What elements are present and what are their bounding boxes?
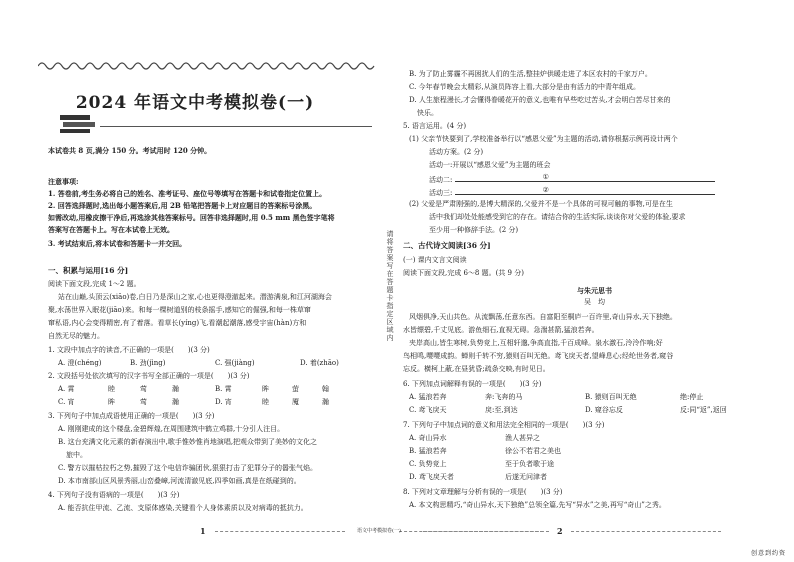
option-cell: D. 宵 [215, 398, 232, 406]
option-cell: 翰 [322, 385, 329, 393]
note-line: 1. 答卷前,考生务必将自己的姓名、准考证号、座位号等填写在答题卡和试卷指定位置上。 [48, 189, 327, 198]
section-heading: 二、古代诗文阅读[36 分] [403, 241, 491, 250]
question-2: 2. 文段括号处依次填写的汉字书写全部正确的一项是( )(3 分) [48, 372, 250, 380]
question-5: 5. 语言运用。(4 分) [403, 122, 467, 130]
question-3: 3. 下列句子中加点成语使用正确的一项是( )(3 分) [48, 412, 215, 420]
passage-line: 聚,水荡世界入眠花(jiāo)来。和每一棵树道别的枝条摇手,感知它的倔强,和每一株草窜 [48, 306, 311, 314]
passage-line: 站在山巅,头顶云(xiāo)卷,白日乃是深山之家,心也更得澄澈起来。潜游满泉,和江河湖海会 [58, 293, 332, 301]
option: D. 人生旅程漫长,才会懂得眷暖花开的意义,也唯有早些吃过苦头,才会明白苦尽甘来的 [409, 96, 671, 104]
corner-watermark: 创意到约资 [750, 550, 786, 557]
option-cell: D. 鸢飞戾天者 [409, 473, 454, 481]
option: B. 这台充满文化元素的新春演出中,歌手惟妙惟肖地演唱,把观众带到了美妙的文化之 [58, 438, 318, 446]
poem-author: 吴 均 [584, 298, 605, 306]
option: A. 本文构思精巧,“奇山异水,天下独绝”总领全篇,先写“异水”之美,再写“奇山”之秀。 [409, 501, 666, 509]
book-icon [58, 112, 98, 134]
option-cell: 莺 [140, 385, 147, 393]
option-cell: C. 鸢飞戾天 [409, 406, 447, 414]
answer-area-note: 请将答案写在答题卡指定区域内 [386, 230, 394, 342]
note-line: 2. 回答选择题时,选出每小题答案后,用 2B 铅笔把答题卡上对应题目的答案标号涂黑。 [48, 201, 317, 210]
page-number-left: 1 [200, 526, 206, 536]
footer-label: 语文中考模拟卷(一) [357, 528, 401, 534]
question-text: 活动方案。(2 分) [429, 148, 484, 156]
option-cell: A. 霄 [58, 385, 75, 393]
question-text: (2) 父爱是严肃刚强的,是博大精深的,父爱并不是一个具体的可视可触的事物,可是在生 [409, 200, 673, 208]
option: 快乐。 [417, 109, 438, 117]
option-cell: 瀚 [172, 385, 179, 393]
option-cell: 瀚 [172, 398, 179, 406]
option-cell: B. 猿则百叫无绝 [585, 393, 637, 401]
exam-title: 2024 年语文中考模拟卷(一) [75, 93, 315, 113]
footer-divider [215, 531, 345, 532]
mark: ② [542, 186, 549, 194]
question-text: 至少用一种修辞手法。(2 分) [429, 226, 519, 234]
option-cell: 绝:停止 [680, 393, 704, 401]
footer-divider [423, 531, 543, 532]
option-cell: A. 猛浪若奔 [409, 393, 447, 401]
instruction: 阅读下面文段,完成 6～8 题。(共 9 分) [403, 269, 524, 277]
option-cell: 后遂无问津者 [505, 473, 547, 481]
option-cell: 戾:至,到达 [485, 406, 518, 414]
question-text: 活中我们却处处能感受到它的存在。请结合你的生活实际,谈谈你对父爱的体验,要求 [429, 213, 686, 221]
notes-heading: 注意事项: [48, 177, 79, 186]
option: 旅中。 [66, 451, 87, 459]
mark: ① [542, 173, 549, 181]
question-text: (1) 父亲节快要到了,学校准备举行以“感恩父爱”为主题的活动,请你根据示例再设计两个 [409, 135, 678, 143]
option: C. 今年春节晚会太精彩,从演员阵容上看,大部分是由有活力的中青年组成。 [409, 83, 641, 91]
poem-line: 风烟俱净,天山共色。从流飘荡,任意东西。自富阳至桐庐一百许里,奇山异水,天下独绝。 [409, 313, 677, 321]
activity-label: 活动二: [429, 176, 453, 184]
question-6: 6. 下列加点词解释有误的一项是( )(3 分) [403, 380, 542, 388]
subsection-heading: (一) 课内文言文阅读 [403, 256, 467, 264]
activity-3[interactable] [429, 187, 715, 198]
option-cell: C. 负势竞上 [409, 460, 447, 468]
answer-blank[interactable] [455, 187, 715, 195]
passage-line: 窜私语,内心会变得精密,有了着落。看草长(yíng)飞,看潮起潮落,感受宇宙(hàn)方和 [48, 319, 307, 327]
question-7: 7. 下列句子中加点词的意义和用法完全相同的一项是( )(3 分) [403, 421, 605, 429]
option: C. 强(jiàng) [215, 359, 255, 367]
option-cell: 萤 [292, 385, 299, 393]
option-cell: 眸 [108, 398, 115, 406]
poem-line: 鸟相鸣,嘤嘤成韵。蝉则千转不穷,猿则百叫无绝。鸢飞戾天者,望峰息心;经纶世务者,窥谷 [403, 352, 674, 360]
question-8: 8. 下列对文章理解与分析有误的一项是( )(3 分) [403, 488, 563, 496]
poem-line: 忘反。横柯上蔽,在昼犹昏;疏条交映,有时见日。 [403, 365, 550, 373]
option-cell: 魇 [292, 398, 299, 406]
option: A. 能否抗住甲流、乙流、支原体感染,关键看个人身体素质以及对病毒的抵抗力。 [58, 504, 308, 512]
answer-blank[interactable] [455, 174, 715, 182]
option: D. 着(zhāo) [300, 359, 339, 367]
passage-line: 自然无尽的魅力。 [48, 332, 104, 340]
option: C. 警方以摧枯拉朽之势,摧毁了这个电信诈骗团伙,狠狠打击了犯罪分子的嚣张气焰。 [58, 464, 318, 472]
page-number-right: 2 [557, 526, 563, 536]
question-text: 活动一:开展以“感恩父爱”为主题的班会 [429, 161, 551, 169]
option-cell: 眸 [262, 385, 269, 393]
option-cell: 徐公不若君之美也 [505, 447, 561, 455]
exam-intro: 本试卷共 8 页,满分 150 分。考试用时 120 分钟。 [48, 146, 212, 155]
option: B. 劲(jìng) [130, 359, 166, 367]
option-cell: D. 窥谷忘反 [585, 406, 623, 414]
question-4: 4. 下列句子没有语病的一项是( )(3 分) [48, 491, 180, 499]
option-cell: 反:同“返”,返回 [680, 406, 727, 414]
question-1: 1. 文段中加点字的读音,不正确的一项是( )(3 分) [48, 346, 210, 354]
option: A. 刚刚建成的这个楼盘,金碧辉煌,在周围建筑中鹤立鸡群,十分引人注目。 [58, 425, 285, 433]
option-cell: C. 宵 [58, 398, 75, 406]
note-line: 3. 考试结束后,将本试卷和答题卡一并交回。 [48, 239, 187, 248]
note-line: 答案写在答题卡上。写在本试卷上无效。 [48, 225, 174, 234]
activity-2[interactable] [429, 174, 715, 185]
note-line: 如需改动,用橡皮擦干净后,再选涂其他答案标号。回答非选择题时,用 0.5 mm 黑色签字笔将 [48, 213, 335, 222]
option: B. 为了防止雾霾不再困扰人们的生活,整挂炉供暖走进了本区农村的千家万户。 [409, 70, 652, 78]
option: D. 本市南部山区风景秀丽,山峦叠嶂,河流清澈见底,四季如画,真是在纸碰到的。 [58, 477, 301, 485]
poem-line: 夹岸高山,皆生寒树,负势竞上,互相轩邈,争高直指,千百成峰。泉水激石,泠泠作响;好 [409, 339, 663, 347]
option-cell: 睦 [262, 398, 269, 406]
footer-divider [571, 531, 721, 532]
instruction: 阅读下面文段,完成 1～2 题。 [48, 280, 141, 288]
activity-label: 活动三: [429, 189, 453, 197]
title-rule [100, 126, 372, 127]
option-cell: 至于负者歌于途 [505, 460, 554, 468]
option-cell: B. 霄 [215, 385, 232, 393]
left-page [0, 0, 390, 562]
option: A. 澄(chéng) [58, 359, 102, 367]
option-cell: 莺 [140, 398, 147, 406]
wave-decoration [38, 60, 378, 72]
option-cell: 渔人甚异之 [505, 434, 540, 442]
poem-title: 与朱元思书 [577, 286, 612, 295]
option-cell: 睦 [108, 385, 115, 393]
option-cell: A. 奇山异水 [409, 434, 447, 442]
option-cell: B. 猛浪若奔 [409, 447, 447, 455]
poem-line: 水皆缥碧,千丈见底。游鱼细石,直视无碍。急湍甚箭,猛浪若奔。 [403, 326, 599, 334]
option-cell: 瀚 [322, 398, 329, 406]
option-cell: 奔:飞奔的马 [485, 393, 523, 401]
section-heading: 一、积累与运用[16 分] [48, 266, 129, 275]
